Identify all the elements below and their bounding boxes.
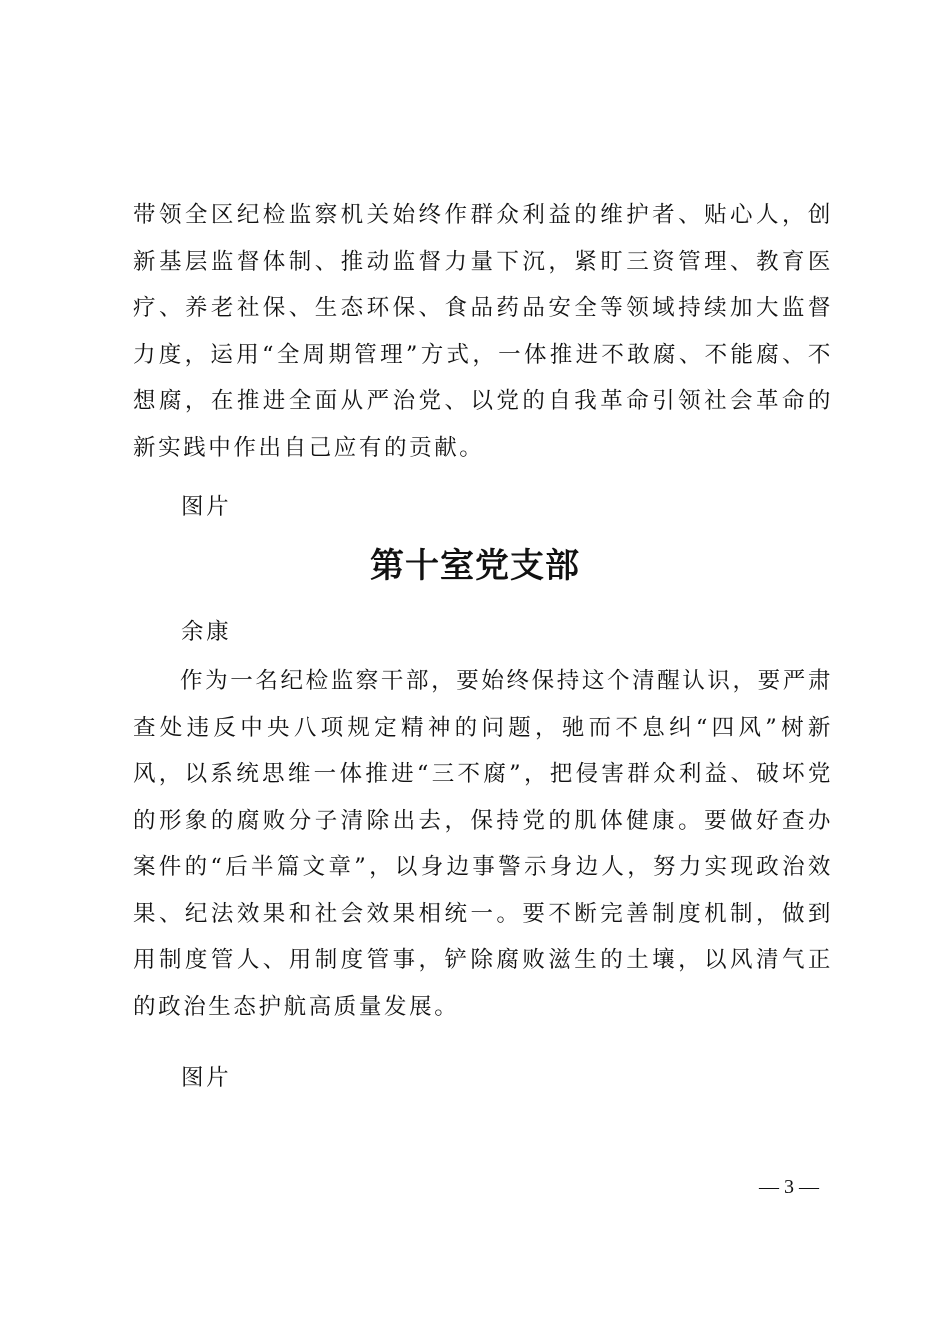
- body-paragraph-1: 带领全区纪检监察机关始终作群众利益的维护者、贴心人，创新基层监督体制、推动监督力量下沉，紧盯三资管理、教育医疗、养老社保、生态环保、食品药品安全等领域持续加大监督力度，运用“全周期管理”方式，一体推进不敢腐、不能腐、不想腐，在推进全面从严治党、以党的自我革命引领社会革命的新实践中作出自己应有的贡献。: [133, 202, 833, 461]
- page-number: — 3 —: [759, 1176, 819, 1198]
- section-heading: 第十室党支部: [370, 546, 580, 586]
- image-placeholder-label-1: 图片: [181, 494, 232, 520]
- author-name: 余康: [181, 619, 232, 645]
- body-paragraph-2: 作为一名纪检监察干部，要始终保持这个清醒认识，要严肃查处违反中央八项规定精神的问题，驰而不息纠“四风”树新风，以系统思维一体推进“三不腐”，把侵害群众利益、破坏党的形象的腐败分子清除出去，保持党的肌体健康。要做好查办案件的“后半篇文章”，以身边事警示身边人，努力实现政治效果、纪法效果和社会效果相统一。要不断完善制度机制，做到用制度管人、用制度管事，铲除腐败滋生的土壤，以风清气正的政治生态护航高质量发展。: [133, 668, 833, 1020]
- image-placeholder-label-2: 图片: [181, 1065, 232, 1091]
